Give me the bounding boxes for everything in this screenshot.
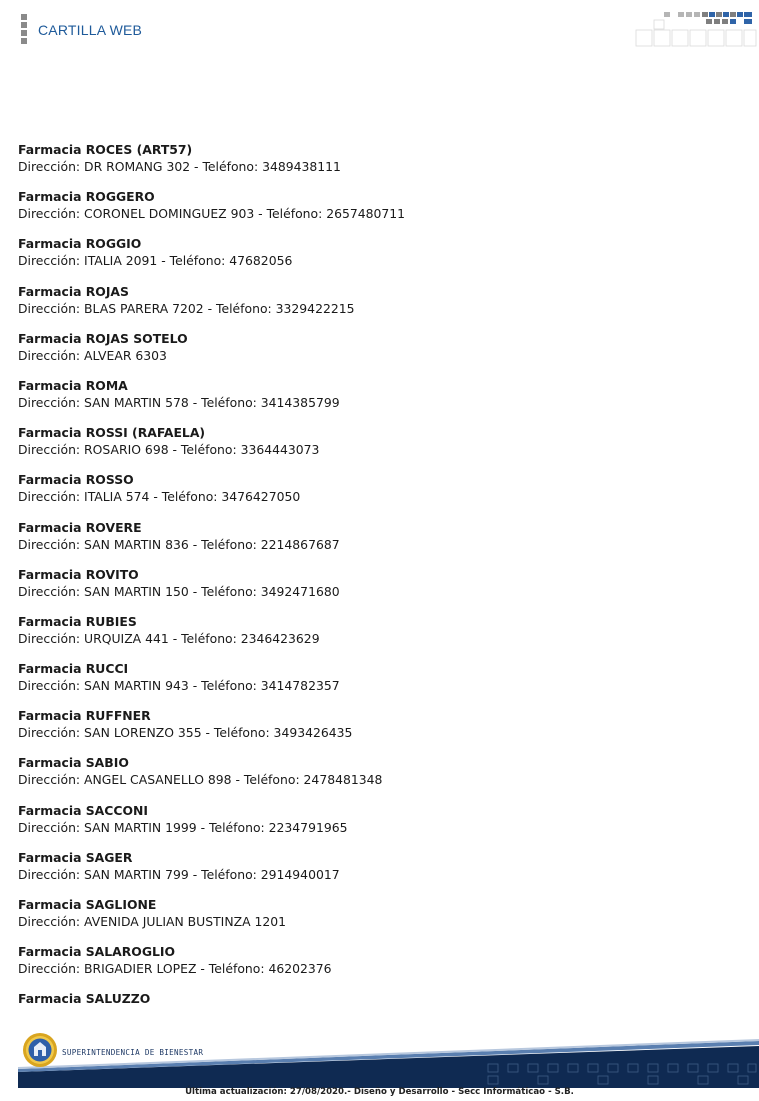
brand-title: CARTILLA WEB <box>38 22 143 38</box>
pharmacy-name-value: ROJAS <box>85 283 129 299</box>
pharmacy-address: Dirección: SAN LORENZO 355 - Teléfono: 3493426435 <box>18 725 353 741</box>
pharmacy-name-value: ROMA <box>85 377 128 393</box>
pharmacy-address: Dirección: SAN MARTIN 943 - Teléfono: 3414782357 <box>18 678 340 694</box>
footer-update-note: Última actualización: 27/08/2020.- Diseño y Desarrollo - Secc Informáticao - S.B. <box>185 1087 574 1097</box>
list-item <box>18 755 738 802</box>
footer-band-decoration <box>18 1028 759 1088</box>
institution-seal-icon <box>22 1032 58 1068</box>
pharmacy-name <box>18 189 738 205</box>
pharmacy-address: Dirección: ALVEAR 6303 <box>18 347 167 363</box>
list-item <box>18 378 738 425</box>
pharmacy-name <box>18 378 738 394</box>
pharmacy-name <box>18 142 738 158</box>
pharmacy-name-value: RUBIES <box>85 613 137 629</box>
page-footer <box>0 1028 759 1101</box>
pharmacy-name <box>18 614 738 630</box>
pharmacy-prefix: Farmacia <box>18 142 86 157</box>
pharmacy-address: Dirección: AVENIDA JULIAN BUSTINZA 1201 <box>18 914 287 929</box>
pharmacy-name <box>18 897 738 913</box>
pharmacy-name <box>18 425 738 441</box>
pharmacy-name-value: ROSSO <box>85 472 134 488</box>
pharmacy-prefix: Farmacia <box>18 755 86 771</box>
pharmacy-name-value: SALUZZO <box>85 991 151 1007</box>
page-header <box>0 0 759 60</box>
pharmacy-name-value: ROGGIO <box>85 236 142 252</box>
pharmacy-name-value: SALAROGLIO <box>85 944 176 960</box>
pharmacy-name <box>18 850 738 866</box>
list-item <box>18 944 738 991</box>
pharmacy-name-value: SACCONI <box>85 802 148 818</box>
pharmacy-name-value: ROVITO <box>85 566 139 582</box>
pharmacy-prefix: Farmacia <box>18 849 86 865</box>
brand-bars-icon <box>21 14 27 46</box>
pharmacy-name-value: ROSSI (RAFAELA) <box>85 425 206 441</box>
pharmacy-name-value: ROGGERO <box>85 189 155 205</box>
pharmacy-name-value: RUFFNER <box>85 708 151 724</box>
pharmacy-address: Dirección: ANGEL CASANELLO 898 - Teléfono: 2478481348 <box>18 772 383 788</box>
pharmacy-address: Dirección: ITALIA 2091 - Teléfono: 47682056 <box>18 253 293 269</box>
pharmacy-prefix: Farmacia <box>18 897 86 912</box>
list-item <box>18 331 738 378</box>
pharmacy-prefix: Farmacia <box>18 283 86 299</box>
pharmacy-name <box>18 991 738 1007</box>
list-item <box>18 425 738 472</box>
list-item <box>18 284 738 331</box>
pharmacy-list <box>18 142 738 1039</box>
list-item <box>18 708 738 755</box>
list-item <box>18 189 738 236</box>
pharmacy-prefix: Farmacia <box>18 991 86 1007</box>
pharmacy-address: Dirección: SAN MARTIN 150 - Teléfono: 3492471680 <box>18 583 340 599</box>
pharmacy-name <box>18 661 738 677</box>
list-item <box>18 142 738 189</box>
list-item <box>18 614 738 661</box>
pharmacy-prefix: Farmacia <box>18 802 86 818</box>
list-item <box>18 236 738 283</box>
header-pattern-decoration <box>634 10 759 48</box>
pharmacy-prefix: Farmacia <box>18 613 86 629</box>
list-item <box>18 520 738 567</box>
pharmacy-name <box>18 944 738 960</box>
pharmacy-prefix: Farmacia <box>18 944 86 960</box>
pharmacy-address: Dirección: SAN MARTIN 578 - Teléfono: 3414385799 <box>18 394 340 410</box>
list-item <box>18 897 738 944</box>
pharmacy-name-value: SAGLIONE <box>85 897 157 912</box>
list-item <box>18 850 738 897</box>
pharmacy-name <box>18 284 738 300</box>
pharmacy-name <box>18 708 738 724</box>
pharmacy-address: Dirección: URQUIZA 441 - Teléfono: 2346423629 <box>18 630 320 646</box>
pharmacy-name <box>18 236 738 252</box>
pharmacy-name-value: ROCES (ART57) <box>85 142 193 157</box>
pharmacy-name <box>18 803 738 819</box>
pharmacy-prefix: Farmacia <box>18 236 86 252</box>
pharmacy-name <box>18 520 738 536</box>
pharmacy-prefix: Farmacia <box>18 189 86 205</box>
pharmacy-name-value: ROVERE <box>85 519 142 535</box>
pharmacy-name <box>18 472 738 488</box>
pharmacy-name-value: SAGER <box>85 849 133 865</box>
pharmacy-prefix: Farmacia <box>18 566 86 582</box>
pharmacy-prefix: Farmacia <box>18 472 86 488</box>
pharmacy-address: Dirección: DR ROMANG 302 - Teléfono: 3489438111 <box>18 159 341 174</box>
pharmacy-name <box>18 331 738 347</box>
pharmacy-address: Dirección: ROSARIO 698 - Teléfono: 3364443073 <box>18 442 320 458</box>
list-item <box>18 661 738 708</box>
pharmacy-prefix: Farmacia <box>18 708 86 724</box>
pharmacy-prefix: Farmacia <box>18 661 86 677</box>
pharmacy-address: Dirección: SAN MARTIN 836 - Teléfono: 2214867687 <box>18 536 340 552</box>
pharmacy-address: Dirección: ITALIA 574 - Teléfono: 3476427050 <box>18 489 301 505</box>
pharmacy-name-value: SABIO <box>85 755 129 771</box>
pharmacy-prefix: Farmacia <box>18 425 86 441</box>
organization-name: SUPERINTENDENCIA DE BIENESTAR <box>62 1048 204 1057</box>
pharmacy-name <box>18 755 738 771</box>
pharmacy-name-value: ROJAS SOTELO <box>85 330 188 346</box>
list-item <box>18 567 738 614</box>
pharmacy-prefix: Farmacia <box>18 519 86 535</box>
pharmacy-name-value: RUCCI <box>85 661 129 677</box>
pharmacy-prefix: Farmacia <box>18 377 86 393</box>
pharmacy-address: Dirección: SAN MARTIN 799 - Teléfono: 2914940017 <box>18 866 340 882</box>
pharmacy-address: Dirección: SAN MARTIN 1999 - Teléfono: 2234791965 <box>18 819 348 835</box>
pharmacy-name <box>18 567 738 583</box>
pharmacy-prefix: Farmacia <box>18 330 86 346</box>
list-item <box>18 803 738 850</box>
pharmacy-address: Dirección: BRIGADIER LOPEZ - Teléfono: 46202376 <box>18 961 332 977</box>
list-item <box>18 472 738 519</box>
pharmacy-address: Dirección: BLAS PARERA 7202 - Teléfono: 3329422215 <box>18 300 355 316</box>
pharmacy-address: Dirección: CORONEL DOMINGUEZ 903 - Teléfono: 2657480711 <box>18 206 406 222</box>
